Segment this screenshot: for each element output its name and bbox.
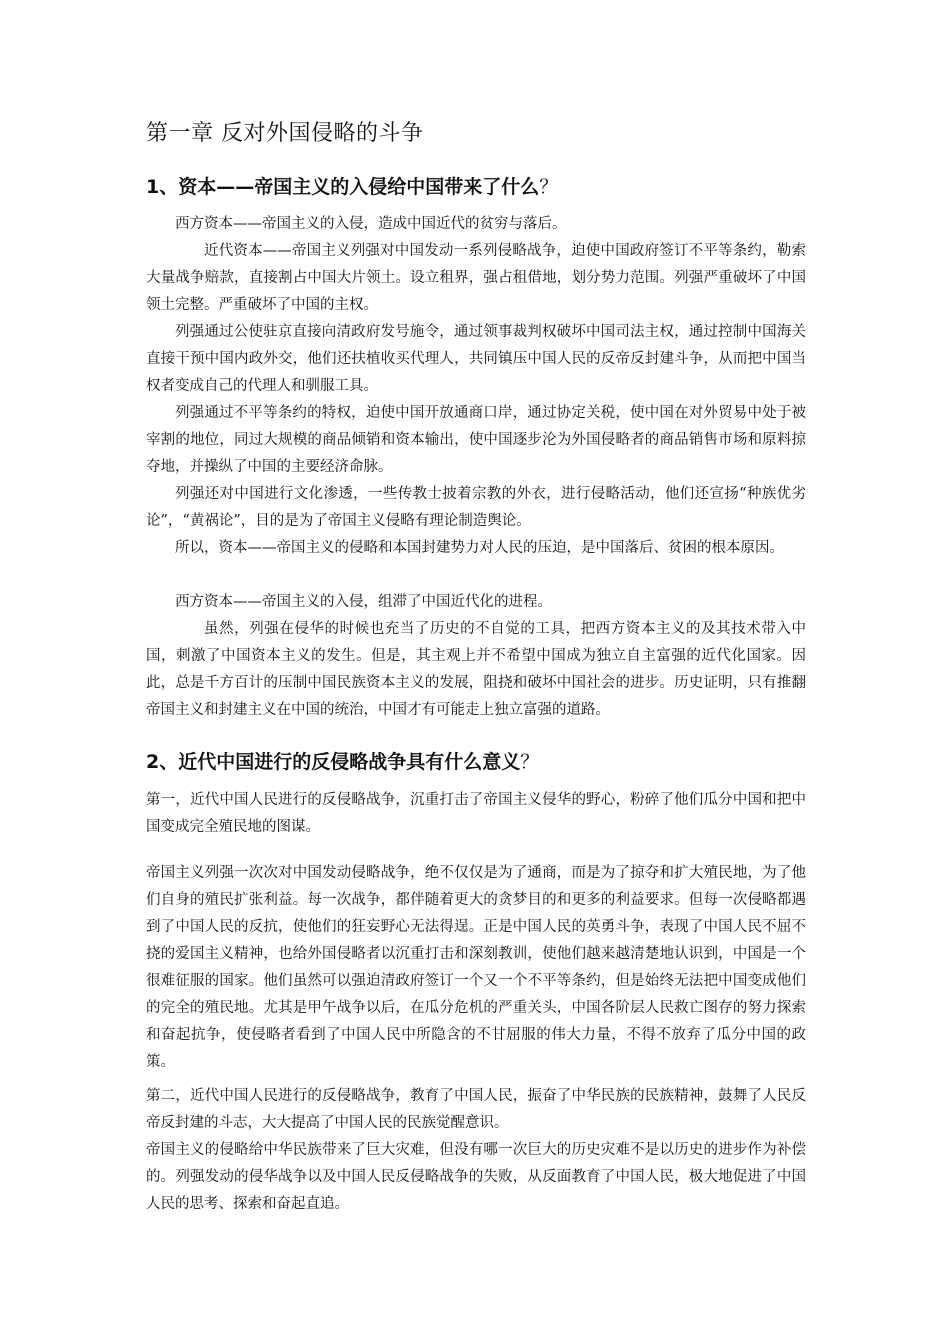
question-2-heading-mark: ？ — [520, 751, 540, 773]
q2-paragraph-4: 帝国主义的侵略给中华民族带来了巨大灾难，但没有哪一次巨大的历史灾难不是以历史的进步作为补偿的。列强发动的侵华战争以及中国人民反侵略战争的失败，从反面教育了中国人民，极大地促进了中国人民的思考、探索和奋起直追。 — [146, 1142, 806, 1212]
q1-paragraph-7: 西方资本——帝国主义的入侵，组滞了中国近代化的进程。 — [175, 594, 552, 610]
q1-paragraph-6: 所以，资本——帝国主义的侵略和本国封建势力对人民的压迫，是中国落后、贫困的根本原因。 — [175, 540, 784, 556]
question-1-heading-mark: ？ — [539, 176, 559, 198]
q1-paragraph-8: 虽然，列强在侵华的时候也充当了历史的不自觉的工具，把西方资本主义的及其技术带入中国，刺激了中国资本主义的发生。但是，其主观上并不希望中国成为独立自主富强的近代化国家。因此，总是千方百计的压制中国民族资本主义的发展，阻挠和破坏中国社会的进步。历史证明，只有推翻帝国主义和封建主义在中国的统治，中国才有可能走上独立富强的道路。 — [146, 621, 806, 718]
q2-paragraph-3: 第二，近代中国人民进行的反侵略战争，教育了中国人民，振奋了中华民族的民族精神，鼓舞了人民反帝反封建的斗志，大大提高了中国人民的民族觉醒意识。 — [146, 1088, 806, 1131]
question-1-heading — [146, 172, 558, 199]
question-2-heading-text: 2、近代中国进行的反侵略战争具有什么意义 — [146, 751, 521, 773]
q2-paragraph-1: 第一，近代中国人民进行的反侵略战争，沉重打击了帝国主义侵华的野心，粉碎了他们瓜分中国和把中国变成完全殖民地的图谋。 — [146, 792, 806, 835]
q1-paragraph-2: 近代资本——帝国主义列强对中国发动一系列侵略战争，迫使中国政府签订不平等条约，勒索大量战争赔款，直接割占中国大片领土。设立租界，强占租借地，划分势力范围。列强严重破坏了中国领土完整。严重破坏了中国的主权。 — [146, 243, 806, 313]
chapter-title: 第一章 反对外国侵略的斗争 — [146, 121, 424, 146]
q1-paragraph-5: 列强还对中国进行文化渗透，一些传教士披着宗教的外衣，进行侵略活动，他们还宣扬“种族优劣论”，“黄祸论”，目的是为了帝国主义侵略有理论制造舆论。 — [146, 486, 806, 529]
q1-paragraph-1: 西方资本——帝国主义的入侵，造成中国近代的贫穷与落后。 — [175, 216, 567, 232]
q2-paragraph-2: 帝国主义列强一次次对中国发动侵略战争，绝不仅仅是为了通商，而是为了掠夺和扩大殖民地，为了他们自身的殖民扩张利益。每一次战争，都伴随着更大的贪梦目的和更多的利益要求。但每一次侵略都遇到了中国人民的反抗，使他们的狂妄野心无法得逞。正是中国人民的英勇斗争，表现了中国人民不屈不挠的爱国主义精神，也给外国侵略者以沉重打击和深刻教训，使他们越来越清楚地认识到，中国是一个很难征服的国家。他们虽然可以强迫清政府签订一个又一个不平等条约，但是始终无法把中国变成他们的完全的殖民地。尤其是甲午战争以后，在瓜分危机的严重关头，中国各阶层人民救亡图存的努力探索和奋起抗争，使侵略者看到了中国人民中所隐含的不甘屈服的伟大力量，不得不放弃了瓜分中国的政策。 — [146, 865, 806, 1070]
q1-paragraph-3: 列强通过公使驻京直接向清政府发号施令，通过领事裁判权破坏中国司法主权，通过控制中国海关直接干预中国内政外交，他们还扶植收买代理人，共同镇压中国人民的反帝反封建斗争，从而把中国当权者变成自己的代理人和驯服工具。 — [146, 324, 806, 394]
question-2-heading — [146, 747, 539, 774]
question-1-heading-text: 1、资本——帝国主义的入侵给中国带来了什么 — [146, 176, 540, 198]
q1-paragraph-4: 列强通过不平等条约的特权，迫使中国开放通商口岸，通过协定关税，使中国在对外贸易中处于被宰割的地位，同过大规模的商品倾销和资本输出，使中国逐步沦为外国侵略者的商品销售市场和原料掠夺地，并操纵了中国的主要经济命脉。 — [146, 405, 806, 475]
